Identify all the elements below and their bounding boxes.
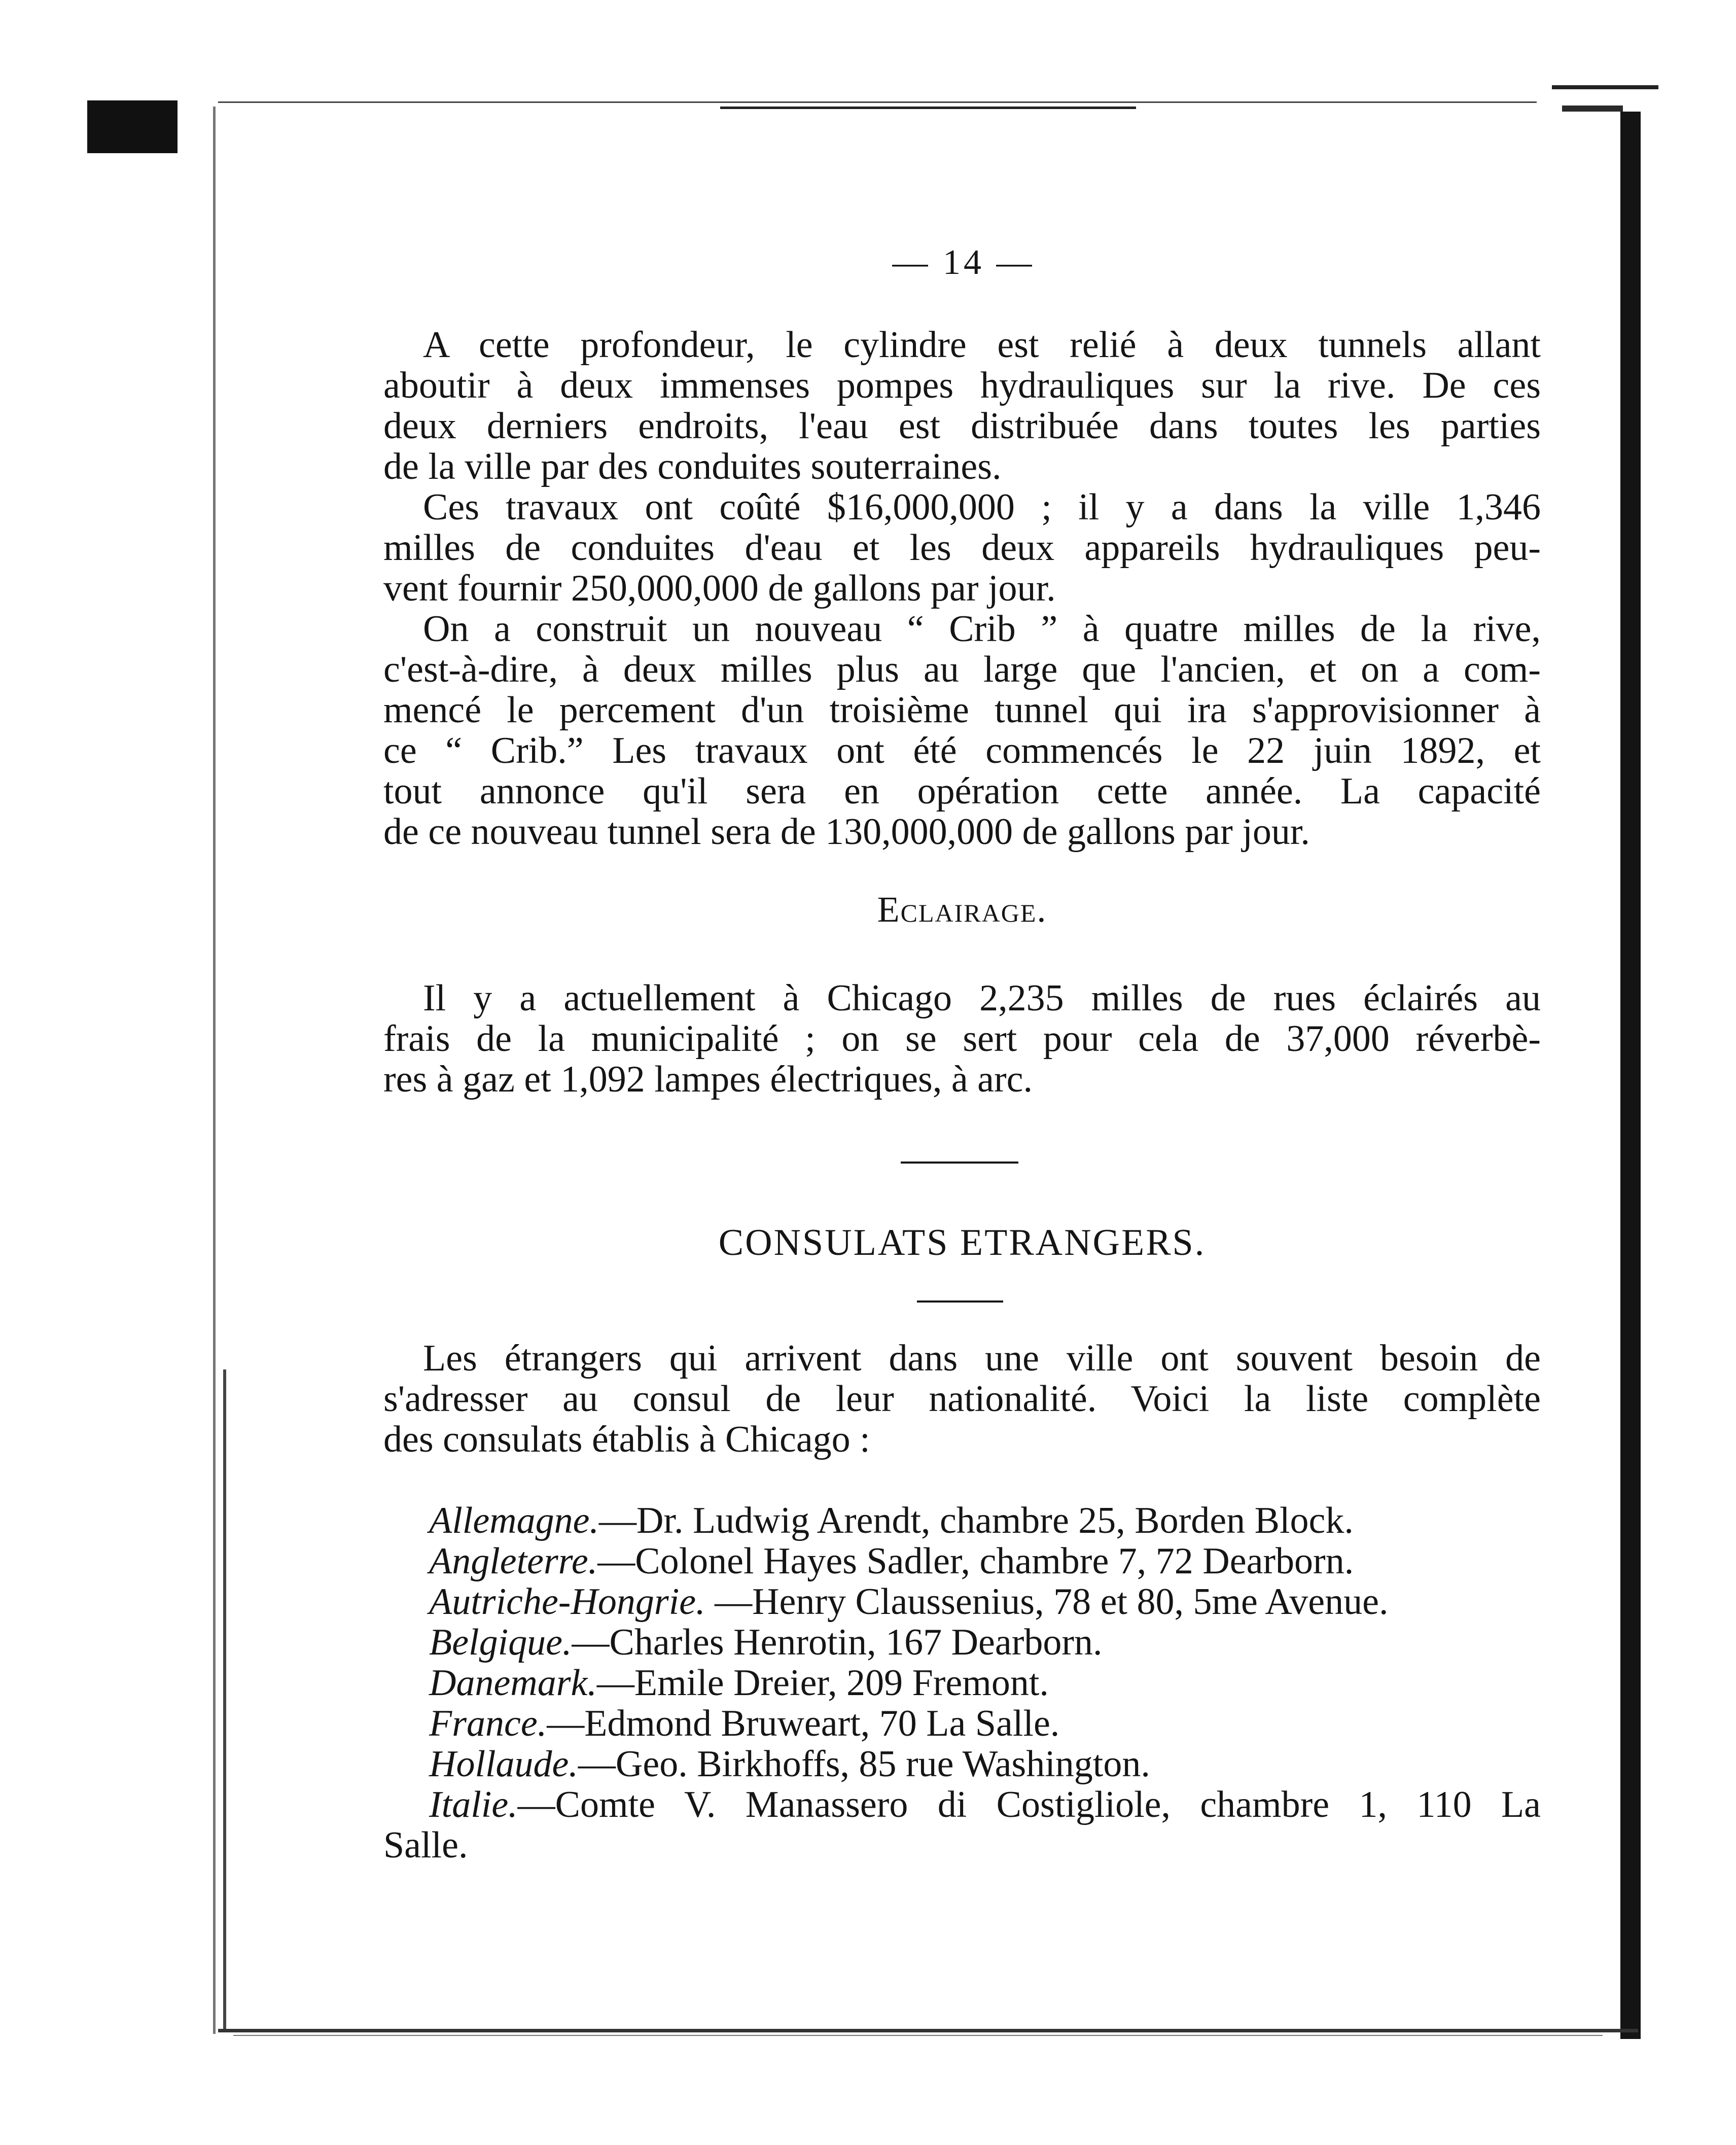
scan-edge-top-right — [1552, 85, 1658, 89]
consulate-country: Italie. — [429, 1784, 518, 1825]
text-line: Les étrangers qui arrivent dans une ville ont souvent besoin de — [423, 1338, 1541, 1379]
consulate-entry-italie — [383, 1784, 1541, 1825]
consulate-entry-belgique — [383, 1622, 1541, 1663]
consulate-country: Hollaude. — [429, 1743, 578, 1785]
text-line: frais de la municipalité ; on se sert pour cela de 37,000 réverbè- — [383, 1018, 1541, 1060]
consulate-detail: —Edmond Bruweart, 70 La Salle. — [547, 1703, 1060, 1744]
scan-right-binding — [1620, 112, 1641, 2039]
water-section — [383, 325, 1541, 852]
consulats-heading: CONSULATS ETRANGERS. — [718, 1222, 1206, 1263]
consulate-country: Autriche-Hongrie. — [429, 1581, 705, 1623]
text-line: A cette profondeur, le cylindre est relié à deux tunnels allant — [423, 324, 1541, 366]
consulate-country: France. — [429, 1703, 547, 1744]
water-paragraph-3 — [383, 609, 1541, 852]
consulate-entry-angleterre — [383, 1541, 1541, 1581]
water-paragraph-2 — [383, 487, 1541, 609]
text-line: On a construit un nouveau “ Crib ” à quatre milles de la rive, — [423, 608, 1541, 650]
consulate-entry-france — [383, 1703, 1541, 1744]
text-line: de la ville par des conduites souterraines. — [383, 446, 1002, 487]
heading-underline — [917, 1300, 1003, 1303]
consulate-entry-allemagne — [383, 1500, 1541, 1541]
consulate-entry-continuation: Salle. — [383, 1824, 468, 1866]
section-divider — [901, 1162, 1018, 1164]
consulate-entry-danemark — [383, 1663, 1541, 1703]
eclairage-paragraph — [383, 978, 1541, 1100]
scan-edge-top-right-inner — [1562, 106, 1623, 112]
consulate-detail: —Henry Claussenius, 78 et 80, 5me Avenue. — [705, 1581, 1389, 1623]
consulate-country: Allemagne. — [429, 1500, 599, 1541]
scan-bottom-edge — [218, 2029, 1638, 2032]
text-line: vent fournir 250,000,000 de gallons par jour. — [383, 568, 1056, 609]
text-line: milles de conduites d'eau et les deux appareils hydrauliques peu- — [383, 527, 1541, 569]
text-line: des consulats établis à Chicago : — [383, 1419, 870, 1460]
text-line: s'adresser au consul de leur nationalité. Voici la liste complète — [383, 1378, 1541, 1420]
consulate-detail: —Emile Dreier, 209 Fremont. — [596, 1662, 1049, 1704]
water-paragraph-1 — [383, 325, 1541, 487]
scan-bottom-edge-inner — [233, 2035, 1603, 2036]
text-line: c'est-à-dire, à deux milles plus au large que l'ancien, et on a com- — [383, 649, 1541, 690]
text-line: ce “ Crib.” Les travaux ont été commencés le 22 juin 1892, et — [383, 730, 1541, 771]
text-line: Ces travaux ont coûté $16,000,000 ; il y a dans la ville 1,346 — [423, 486, 1541, 528]
consulate-list — [383, 1500, 1541, 1866]
consulate-detail: —Charles Henrotin, 167 Dearborn. — [572, 1622, 1103, 1663]
page-number: — 14 — — [892, 243, 1035, 282]
consulate-detail: —Colonel Hayes Sadler, chambre 7, 72 Dearborn. — [597, 1540, 1354, 1582]
consulate-detail: —Comte V. Manassero di Costigliole, chambre 1, 110 La — [517, 1784, 1541, 1825]
text-line: mencé le percement d'un troisième tunnel qui ira s'approvisionner à — [383, 689, 1541, 731]
text-line: res à gaz et 1,092 lampes électriques, à arc. — [383, 1059, 1033, 1100]
consulate-country: Belgique. — [429, 1622, 572, 1663]
scan-left-edge — [213, 107, 216, 2034]
text-line: de ce nouveau tunnel sera de 130,000,000 de gallons par jour. — [383, 811, 1310, 853]
consulate-entry-hollande — [383, 1744, 1541, 1784]
consulate-country: Danemark. — [429, 1662, 597, 1704]
consulate-country: Angleterre. — [429, 1540, 598, 1582]
text-line: aboutir à deux immenses pompes hydrauliques sur la rive. De ces — [383, 365, 1541, 406]
text-line: tout annonce qu'il sera en opération cette année. La capacité — [383, 770, 1541, 812]
consulats-intro — [383, 1338, 1541, 1460]
scan-top-edge — [218, 101, 1537, 103]
scan-corner-mark — [87, 100, 178, 153]
text-line: deux derniers endroits, l'eau est distribuée dans toutes les parties — [383, 405, 1541, 447]
scan-left-edge-inner — [223, 1369, 226, 2029]
consulate-detail: —Geo. Birkhoffs, 85 rue Washington. — [578, 1743, 1150, 1785]
text-line: Il y a actuellement à Chicago 2,235 milles de rues éclairés au — [423, 977, 1541, 1019]
consulate-detail: —Dr. Ludwig Arendt, chambre 25, Borden Block. — [598, 1500, 1354, 1541]
eclairage-heading: Eclairage. — [877, 889, 1047, 930]
consulate-entry-autriche-hongrie — [383, 1581, 1541, 1622]
scan-top-edge-dark — [720, 107, 1136, 109]
